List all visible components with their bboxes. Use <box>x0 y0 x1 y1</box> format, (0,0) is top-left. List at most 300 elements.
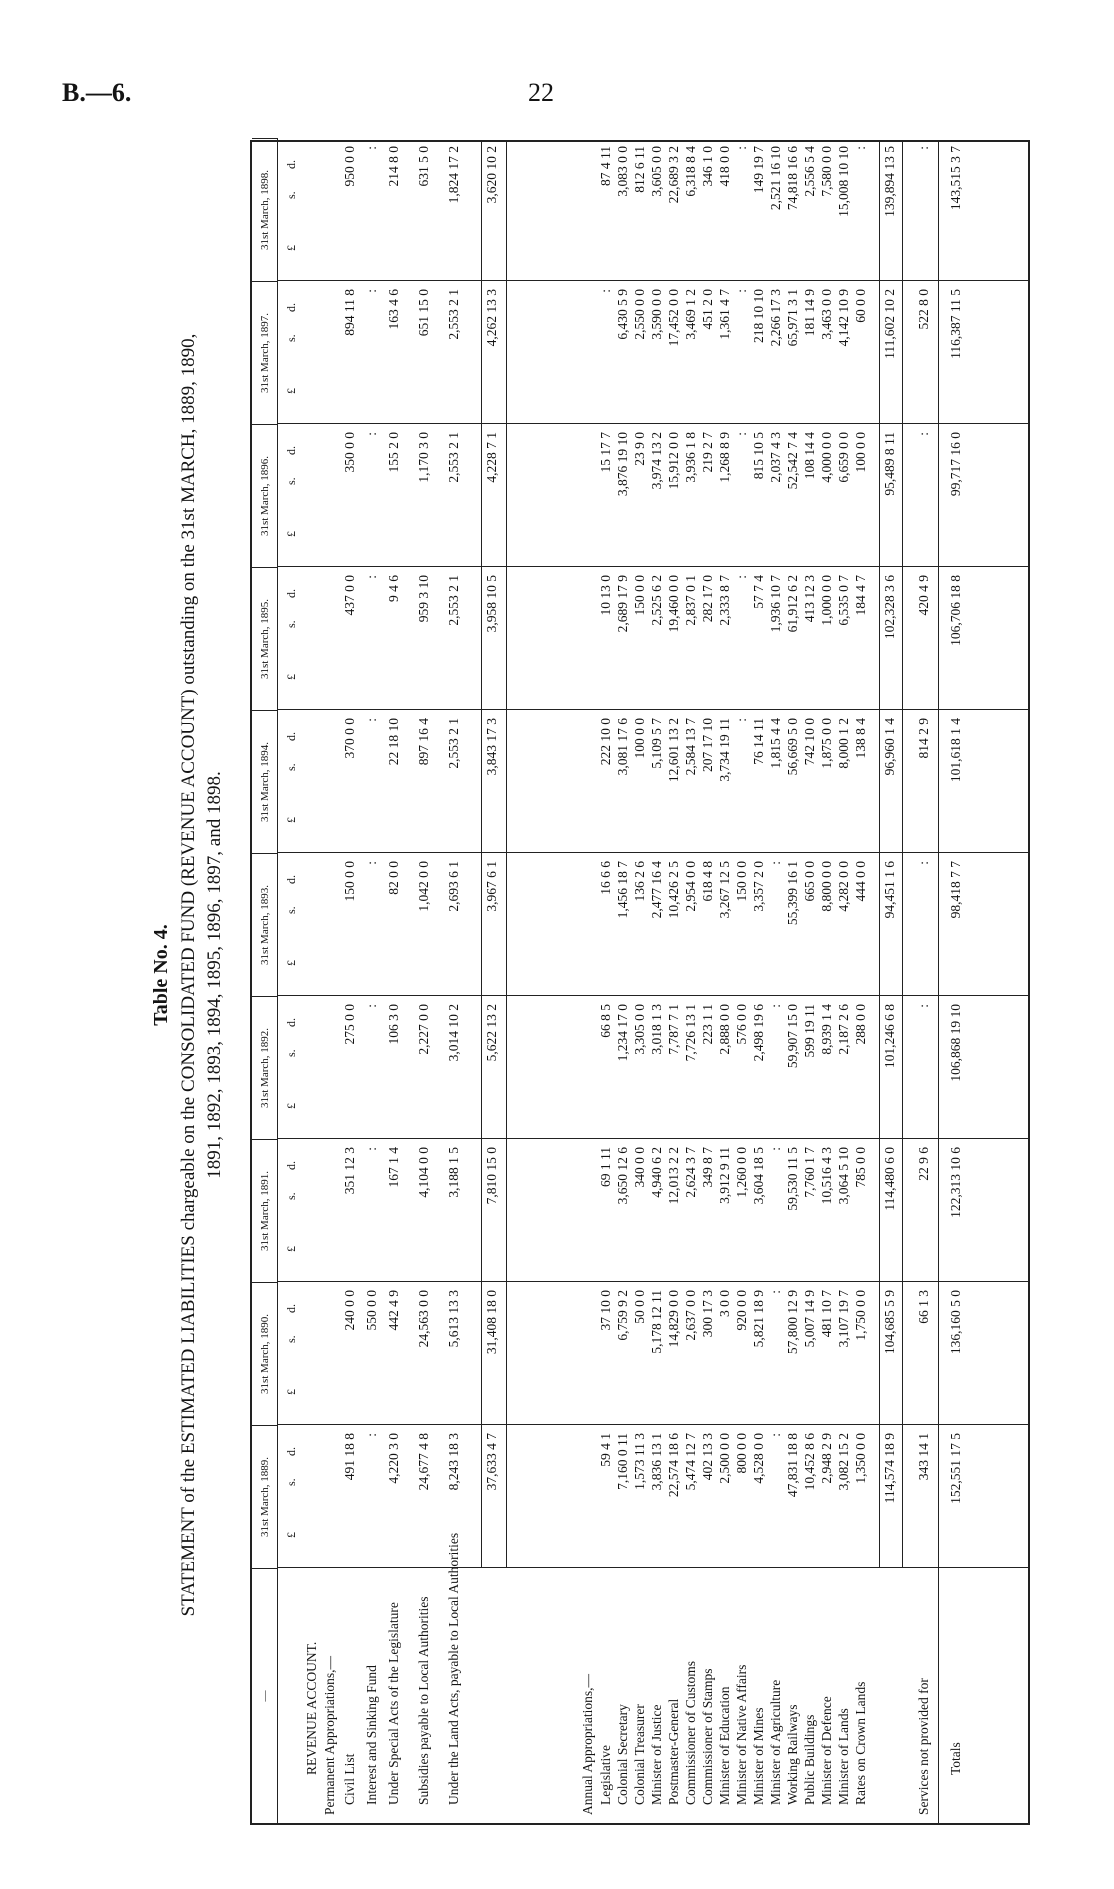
value-cell: 2,550 0 0 <box>632 289 647 340</box>
value-cell: 3,081 17 6 <box>615 718 630 776</box>
unit-pounds: £ <box>284 388 298 394</box>
value-cell: 74,818 16 6 <box>785 146 800 211</box>
value-cell: 2,553 2 1 <box>446 432 461 483</box>
row-label: Minister of Education <box>717 1686 732 1805</box>
value-cell: 2,556 5 4 <box>802 146 817 197</box>
row-rule <box>938 142 939 1823</box>
value-cell: 437 0 0 <box>342 575 357 616</box>
value-cell: 59,530 11 5 <box>785 1147 800 1211</box>
total-cell: 116,387 11 5 <box>948 289 963 359</box>
row-label: Public Buildings <box>802 1714 817 1805</box>
value-cell: : <box>768 861 783 865</box>
column-header: 31st March, 1892. <box>252 996 278 1139</box>
value-cell: 65,971 3 1 <box>785 289 800 347</box>
value-cell: 2,333 8 7 <box>717 575 732 626</box>
value-cell: 69 1 11 <box>598 1147 613 1187</box>
row-rule <box>902 142 903 1568</box>
value-cell: 22 18 10 <box>386 718 401 766</box>
value-cell: 1,260 0 0 <box>734 1147 749 1198</box>
row-label: Colonial Treasurer <box>632 1704 647 1805</box>
value-cell: : <box>734 146 749 150</box>
subtotal-cell: 114,574 18 9 <box>882 1433 897 1504</box>
column-header: 31st March, 1894. <box>252 710 278 853</box>
value-cell: 3,604 18 5 <box>751 1147 766 1205</box>
value-cell: 1,042 0 0 <box>416 861 431 912</box>
value-cell: 4,282 0 0 <box>836 861 851 912</box>
value-cell: 785 0 0 <box>853 1147 868 1188</box>
value-cell: 897 16 4 <box>416 718 431 766</box>
unit-shillings: s. <box>284 1049 298 1057</box>
value-cell: 3,936 1 8 <box>683 432 698 483</box>
value-cell: 3,357 2 0 <box>751 861 766 912</box>
unit-shillings: s. <box>284 477 298 485</box>
row-label: Rates on Crown Lands <box>853 1681 868 1805</box>
total-cell: 136,160 5 0 <box>948 1290 963 1355</box>
value-cell: 1,456 18 7 <box>615 861 630 919</box>
value-cell: 5,178 12 11 <box>649 1290 664 1354</box>
value-cell: 108 14 4 <box>802 432 817 480</box>
value-cell: 150 0 0 <box>342 861 357 902</box>
unit-pounds: £ <box>284 1532 298 1538</box>
row-label: Minister of Mines <box>751 1707 766 1805</box>
column-header: 31st March, 1889. <box>252 1425 278 1568</box>
value-cell: : <box>853 146 868 150</box>
value-cell: 6,430 5 9 <box>615 289 630 340</box>
value-cell: 3,734 19 11 <box>717 718 732 782</box>
subtotal-cell: 37,633 4 7 <box>484 1433 499 1491</box>
unit-pounds: £ <box>284 1389 298 1395</box>
value-cell: : <box>598 289 613 293</box>
unit-shillings: s. <box>284 1478 298 1486</box>
row-label: Under Special Acts of the Legislature <box>386 1602 401 1805</box>
value-cell: 207 17 10 <box>700 718 715 772</box>
value-cell: 3,463 0 0 <box>819 289 834 340</box>
value-cell: 6,659 0 0 <box>836 432 851 483</box>
value-cell: 8,800 0 0 <box>819 861 834 912</box>
subtotal-cell: 5,622 13 2 <box>484 1004 499 1062</box>
value-cell: 1,350 0 0 <box>853 1433 868 1484</box>
row-label: Subsidies payable to Local Authorities <box>416 1596 431 1805</box>
value-cell: 3,305 0 0 <box>632 1004 647 1055</box>
value-cell: 100 0 0 <box>632 718 647 759</box>
value-cell: 742 10 0 <box>802 718 817 766</box>
value-cell: 24,677 4 8 <box>416 1433 431 1491</box>
value-cell: 7,760 1 7 <box>802 1147 817 1198</box>
row-label: Legislative <box>598 1745 613 1805</box>
value-cell: 1,750 0 0 <box>853 1290 868 1341</box>
value-cell: 59 4 1 <box>598 1433 613 1467</box>
row-label: Minister of Defence <box>819 1696 834 1805</box>
value-cell: 5,109 5 7 <box>649 718 664 769</box>
value-cell: 2,888 0 0 <box>717 1004 732 1055</box>
value-cell: 3,876 19 10 <box>615 432 630 497</box>
value-cell: 87 4 11 <box>598 146 613 186</box>
value-cell: 2,500 0 0 <box>717 1433 732 1484</box>
value-cell: 19,460 0 0 <box>666 575 681 633</box>
value-cell: : <box>768 1433 783 1437</box>
value-cell: 7,787 7 1 <box>666 1004 681 1055</box>
value-cell: 618 4 8 <box>700 861 715 902</box>
subtotal-cell: 3,958 10 5 <box>484 575 499 633</box>
value-cell: 1,234 17 0 <box>615 1004 630 1062</box>
row-label: Civil List <box>342 1753 357 1805</box>
value-cell: 651 15 0 <box>416 289 431 337</box>
row-rule <box>879 142 880 1568</box>
column-header: 31st March, 1893. <box>252 853 278 996</box>
value-cell: 57 7 4 <box>751 575 766 609</box>
value-cell: 3,064 5 10 <box>836 1147 851 1205</box>
row-label: Minister of Agriculture <box>768 1679 783 1805</box>
value-cell: 3,974 13 2 <box>649 432 664 490</box>
value-cell: 351 12 3 <box>342 1147 357 1195</box>
row-label: Postmaster-General <box>666 1698 681 1805</box>
value-cell: 451 2 0 <box>700 289 715 330</box>
value-cell: 2,553 2 1 <box>446 289 461 340</box>
value-cell: 3,590 0 0 <box>649 289 664 340</box>
value-cell: : <box>364 575 379 579</box>
unit-shillings: s. <box>284 906 298 914</box>
unit-pounds: £ <box>284 1246 298 1252</box>
column-header: 31st March, 1895. <box>252 567 278 710</box>
unit-pounds: £ <box>284 245 298 251</box>
unit-pence: d. <box>284 160 298 169</box>
value-cell: : <box>916 146 931 150</box>
value-cell: 8,939 1 4 <box>819 1004 834 1055</box>
value-cell: 2,477 16 4 <box>649 861 664 919</box>
permanent-appropriations-heading: Permanent Appropriations,— <box>322 1656 337 1815</box>
value-cell: : <box>768 1290 783 1294</box>
value-cell: : <box>364 861 379 865</box>
subtotal-cell: 101,246 6 8 <box>882 1004 897 1069</box>
value-cell: 349 8 7 <box>700 1147 715 1188</box>
value-cell: 37 10 0 <box>598 1290 613 1331</box>
value-cell: 3 0 0 <box>717 1290 732 1317</box>
value-cell: : <box>768 1147 783 1151</box>
subtotal-cell: 3,843 17 3 <box>484 718 499 776</box>
value-cell: : <box>364 432 379 436</box>
value-cell: 66 1 3 <box>916 1290 931 1324</box>
value-cell: 223 1 1 <box>700 1004 715 1045</box>
value-cell: 800 0 0 <box>734 1433 749 1474</box>
value-cell: 22 9 6 <box>916 1147 931 1181</box>
column-header: 31st March, 1890. <box>252 1282 278 1425</box>
rotated-table-sheet <box>150 95 1070 1855</box>
value-cell: 2,624 3 7 <box>683 1147 698 1198</box>
value-cell: 402 13 3 <box>700 1433 715 1481</box>
total-cell: 106,868 19 10 <box>948 1004 963 1082</box>
total-cell: 106,706 18 8 <box>948 575 963 646</box>
subtotal-cell: 94,451 1 6 <box>882 861 897 919</box>
subtotal-cell: 114,480 6 0 <box>882 1147 897 1211</box>
value-cell: 3,836 13 1 <box>649 1433 664 1491</box>
value-cell: 3,083 0 0 <box>615 146 630 197</box>
value-cell: 343 14 1 <box>916 1433 931 1481</box>
unit-pence: d. <box>284 1018 298 1027</box>
value-cell: : <box>364 146 379 150</box>
row-label: Under the Land Acts, payable to Local Authorities <box>446 1532 461 1805</box>
unit-pounds: £ <box>284 1103 298 1109</box>
value-cell: 181 14 9 <box>802 289 817 337</box>
value-cell: 50 0 0 <box>632 1290 647 1324</box>
value-cell: 155 2 0 <box>386 432 401 473</box>
value-cell: 100 0 0 <box>853 432 868 473</box>
unit-pounds: £ <box>284 960 298 966</box>
value-cell: 288 0 0 <box>853 1004 868 1045</box>
value-cell: 2,187 2 6 <box>836 1004 851 1055</box>
totals-label: Totals <box>948 1742 963 1775</box>
value-cell: 4,940 6 2 <box>649 1147 664 1198</box>
value-cell: 1,573 11 3 <box>632 1433 647 1490</box>
value-cell: : <box>916 861 931 865</box>
value-cell: 24,563 0 0 <box>416 1290 431 1348</box>
value-cell: 15,008 10 10 <box>836 146 851 217</box>
value-cell: 350 0 0 <box>342 432 357 473</box>
value-cell: 4,142 10 9 <box>836 289 851 347</box>
row-label: Colonial Secretary <box>615 1704 630 1805</box>
table-number: Table No. 4. <box>150 924 172 1026</box>
subtotal-cell: 3,620 10 2 <box>484 146 499 204</box>
value-cell: 631 5 0 <box>416 146 431 187</box>
value-cell: 1,815 4 4 <box>768 718 783 769</box>
value-cell: 7,160 0 11 <box>615 1433 630 1490</box>
value-cell: 76 14 11 <box>751 718 766 765</box>
value-cell: 10,426 2 5 <box>666 861 681 919</box>
value-cell: 3,018 1 3 <box>649 1004 664 1055</box>
value-cell: 1,170 3 0 <box>416 432 431 483</box>
value-cell: 2,837 0 1 <box>683 575 698 626</box>
value-cell: 5,474 12 7 <box>683 1433 698 1491</box>
value-cell: 491 18 8 <box>342 1433 357 1481</box>
value-cell: 12,601 13 2 <box>666 718 681 783</box>
value-cell: 5,007 14 9 <box>802 1290 817 1348</box>
value-cell: 163 4 6 <box>386 289 401 330</box>
value-cell: 150 0 0 <box>632 575 647 616</box>
value-cell: 184 4 7 <box>853 575 868 616</box>
unit-pounds: £ <box>284 531 298 537</box>
value-cell: 812 6 11 <box>632 146 647 193</box>
subtotal-cell: 4,262 13 3 <box>484 289 499 347</box>
value-cell: 3,107 19 7 <box>836 1290 851 1348</box>
services-not-provided-label: Services not provided for <box>916 1678 931 1815</box>
column-header: 31st March, 1896. <box>252 424 278 567</box>
revenue-account-heading: REVENUE ACCOUNT. <box>304 1641 319 1775</box>
subtotal-cell: 139,894 13 5 <box>882 146 897 217</box>
value-cell: 57,800 12 9 <box>785 1290 800 1355</box>
value-cell: 300 17 3 <box>700 1290 715 1338</box>
value-cell: 576 0 0 <box>734 1004 749 1045</box>
value-cell: 2,521 16 10 <box>768 146 783 211</box>
value-cell: 1,824 17 2 <box>446 146 461 204</box>
unit-shillings: s. <box>284 1192 298 1200</box>
row-label: Minister of Lands <box>836 1708 851 1805</box>
unit-shillings: s. <box>284 1335 298 1343</box>
value-cell: : <box>734 575 749 579</box>
value-cell: 2,637 0 0 <box>683 1290 698 1341</box>
value-cell: 3,650 12 6 <box>615 1147 630 1205</box>
value-cell: 1,268 8 9 <box>717 432 732 483</box>
value-cell: 894 11 8 <box>342 289 357 336</box>
value-cell: 15,912 0 0 <box>666 432 681 490</box>
value-cell: 420 4 9 <box>916 575 931 616</box>
value-cell: : <box>734 432 749 436</box>
value-cell: 8,000 1 2 <box>836 718 851 769</box>
unit-pence: d. <box>284 732 298 741</box>
value-cell: 218 10 10 <box>751 289 766 343</box>
unit-pence: d. <box>284 446 298 455</box>
value-cell: 2,498 19 6 <box>751 1004 766 1062</box>
unit-pence: d. <box>284 1304 298 1313</box>
unit-pounds: £ <box>284 817 298 823</box>
value-cell: 138 8 4 <box>853 718 868 759</box>
value-cell: : <box>916 432 931 436</box>
subtotal-cell: 111,602 10 2 <box>882 289 897 359</box>
value-cell: 56,669 5 0 <box>785 718 800 776</box>
value-cell: 82 0 0 <box>386 861 401 895</box>
value-cell: : <box>768 1004 783 1008</box>
subtotal-cell: 104,685 5 9 <box>882 1290 897 1355</box>
value-cell: 2,266 17 3 <box>768 289 783 347</box>
value-cell: 2,954 0 0 <box>683 861 698 912</box>
section-reference: B.—6. <box>62 78 132 107</box>
row-label: Interest and Sinking Fund <box>364 1665 379 1805</box>
value-cell: 481 10 7 <box>819 1290 834 1338</box>
value-cell: 149 19 7 <box>751 146 766 194</box>
annual-appropriations-heading: Annual Appropriations,— <box>580 1674 595 1815</box>
value-cell: 222 10 0 <box>598 718 613 766</box>
unit-pence: d. <box>284 875 298 884</box>
value-cell: 2,689 17 9 <box>615 575 630 633</box>
value-cell: 12,013 2 2 <box>666 1147 681 1205</box>
value-cell: 2,553 2 1 <box>446 575 461 626</box>
unit-pence: d. <box>284 589 298 598</box>
total-cell: 152,551 17 5 <box>948 1433 963 1504</box>
value-cell: 522 8 0 <box>916 289 931 330</box>
value-cell: 340 0 0 <box>632 1147 647 1188</box>
value-cell: 52,542 7 4 <box>785 432 800 490</box>
row-label: Commissioner of Customs <box>683 1660 698 1805</box>
value-cell: 4,000 0 0 <box>819 432 834 483</box>
value-cell: 22,574 18 6 <box>666 1433 681 1498</box>
value-cell: 2,948 2 9 <box>819 1433 834 1484</box>
column-header: 31st March, 1898. <box>252 138 278 281</box>
value-cell: 6,759 9 2 <box>615 1290 630 1341</box>
value-cell: 10,516 4 3 <box>819 1147 834 1205</box>
value-cell: 3,605 0 0 <box>649 146 664 197</box>
value-cell: 3,188 1 5 <box>446 1147 461 1198</box>
value-cell: 814 2 9 <box>916 718 931 759</box>
value-cell: 370 0 0 <box>342 718 357 759</box>
row-label: Working Railways <box>785 1704 800 1805</box>
value-cell: 61,912 6 2 <box>785 575 800 633</box>
value-cell: 219 2 7 <box>700 432 715 473</box>
value-cell: 6,535 0 7 <box>836 575 851 626</box>
value-cell: 550 0 0 <box>364 1290 379 1331</box>
value-cell: 950 0 0 <box>342 146 357 187</box>
value-cell: 240 0 0 <box>342 1290 357 1331</box>
value-cell: 150 0 0 <box>734 861 749 902</box>
value-cell: 214 8 0 <box>386 146 401 187</box>
label-column-header: — <box>252 1568 278 1823</box>
unit-shillings: s. <box>284 620 298 628</box>
value-cell: 60 0 0 <box>853 289 868 323</box>
total-cell: 122,313 10 6 <box>948 1147 963 1218</box>
row-label: Minister of Native Affairs <box>734 1664 749 1805</box>
value-cell: : <box>916 1004 931 1008</box>
subtotal-cell: 31,408 18 0 <box>484 1290 499 1355</box>
value-cell: 2,037 4 3 <box>768 432 783 483</box>
value-cell: 167 1 4 <box>386 1147 401 1188</box>
subtotal-cell: 102,328 3 6 <box>882 575 897 640</box>
value-cell: 920 0 0 <box>734 1290 749 1331</box>
value-cell: 22,689 3 2 <box>666 146 681 204</box>
row-label: Commissioner of Stamps <box>700 1668 715 1805</box>
value-cell: 2,525 6 2 <box>649 575 664 626</box>
value-cell: 23 9 0 <box>632 432 647 466</box>
value-cell: 10 13 0 <box>598 575 613 616</box>
value-cell: 6,318 8 4 <box>683 146 698 197</box>
unit-shillings: s. <box>284 334 298 342</box>
value-cell: : <box>364 289 379 293</box>
value-cell: 59,907 15 0 <box>785 1004 800 1069</box>
subtotal-cell: 4,228 7 1 <box>484 432 499 483</box>
value-cell: 4,220 3 0 <box>386 1433 401 1484</box>
unit-pence: d. <box>284 303 298 312</box>
column-header: 31st March, 1891. <box>252 1139 278 1282</box>
value-cell: : <box>734 718 749 722</box>
value-cell: 2,553 2 1 <box>446 718 461 769</box>
value-cell: 413 12 3 <box>802 575 817 623</box>
total-cell: 101,618 1 4 <box>948 718 963 783</box>
value-cell: 5,821 18 9 <box>751 1290 766 1348</box>
value-cell: 275 0 0 <box>342 1004 357 1045</box>
total-cell: 99,717 16 0 <box>948 432 963 497</box>
value-cell: 4,104 0 0 <box>416 1147 431 1198</box>
column-header: 31st March, 1897. <box>252 281 278 424</box>
value-cell: 14,829 0 0 <box>666 1290 681 1348</box>
value-cell: 1,000 0 0 <box>819 575 834 626</box>
total-cell: 143,515 3 7 <box>948 146 963 211</box>
value-cell: 1,361 4 7 <box>717 289 732 340</box>
value-cell: 346 1 0 <box>700 146 715 187</box>
value-cell: 3,082 15 2 <box>836 1433 851 1491</box>
value-cell: 10,452 8 6 <box>802 1433 817 1491</box>
value-cell: 3,267 12 5 <box>717 861 732 919</box>
value-cell: 16 6 6 <box>598 861 613 895</box>
value-cell: 2,693 6 1 <box>446 861 461 912</box>
value-cell: 17,452 0 0 <box>666 289 681 347</box>
value-cell: 47,831 18 8 <box>785 1433 800 1498</box>
unit-shillings: s. <box>284 763 298 771</box>
value-cell: 3,912 9 11 <box>717 1147 732 1204</box>
value-cell: 55,399 16 1 <box>785 861 800 926</box>
value-cell: 7,726 13 1 <box>683 1004 698 1062</box>
value-cell: 4,528 0 0 <box>751 1433 766 1484</box>
unit-pence: d. <box>284 1447 298 1456</box>
value-cell: 15 17 7 <box>598 432 613 473</box>
value-cell: : <box>364 1147 379 1151</box>
subtotal-cell: 95,489 8 11 <box>882 432 897 496</box>
subtotal-cell: 96,960 1 4 <box>882 718 897 776</box>
value-cell: 1,875 0 0 <box>819 718 834 769</box>
value-cell: 282 17 0 <box>700 575 715 623</box>
value-cell: 442 4 9 <box>386 1290 401 1331</box>
value-cell: 815 10 5 <box>751 432 766 480</box>
table-title-line-2: 1891, 1892, 1893, 1894, 1895, 1896, 1897, and 1898. <box>204 771 225 1179</box>
value-cell: : <box>364 1433 379 1437</box>
row-label: Minister of Justice <box>649 1704 664 1805</box>
unit-pence: d. <box>284 1161 298 1170</box>
value-cell: 7,580 0 0 <box>819 146 834 197</box>
